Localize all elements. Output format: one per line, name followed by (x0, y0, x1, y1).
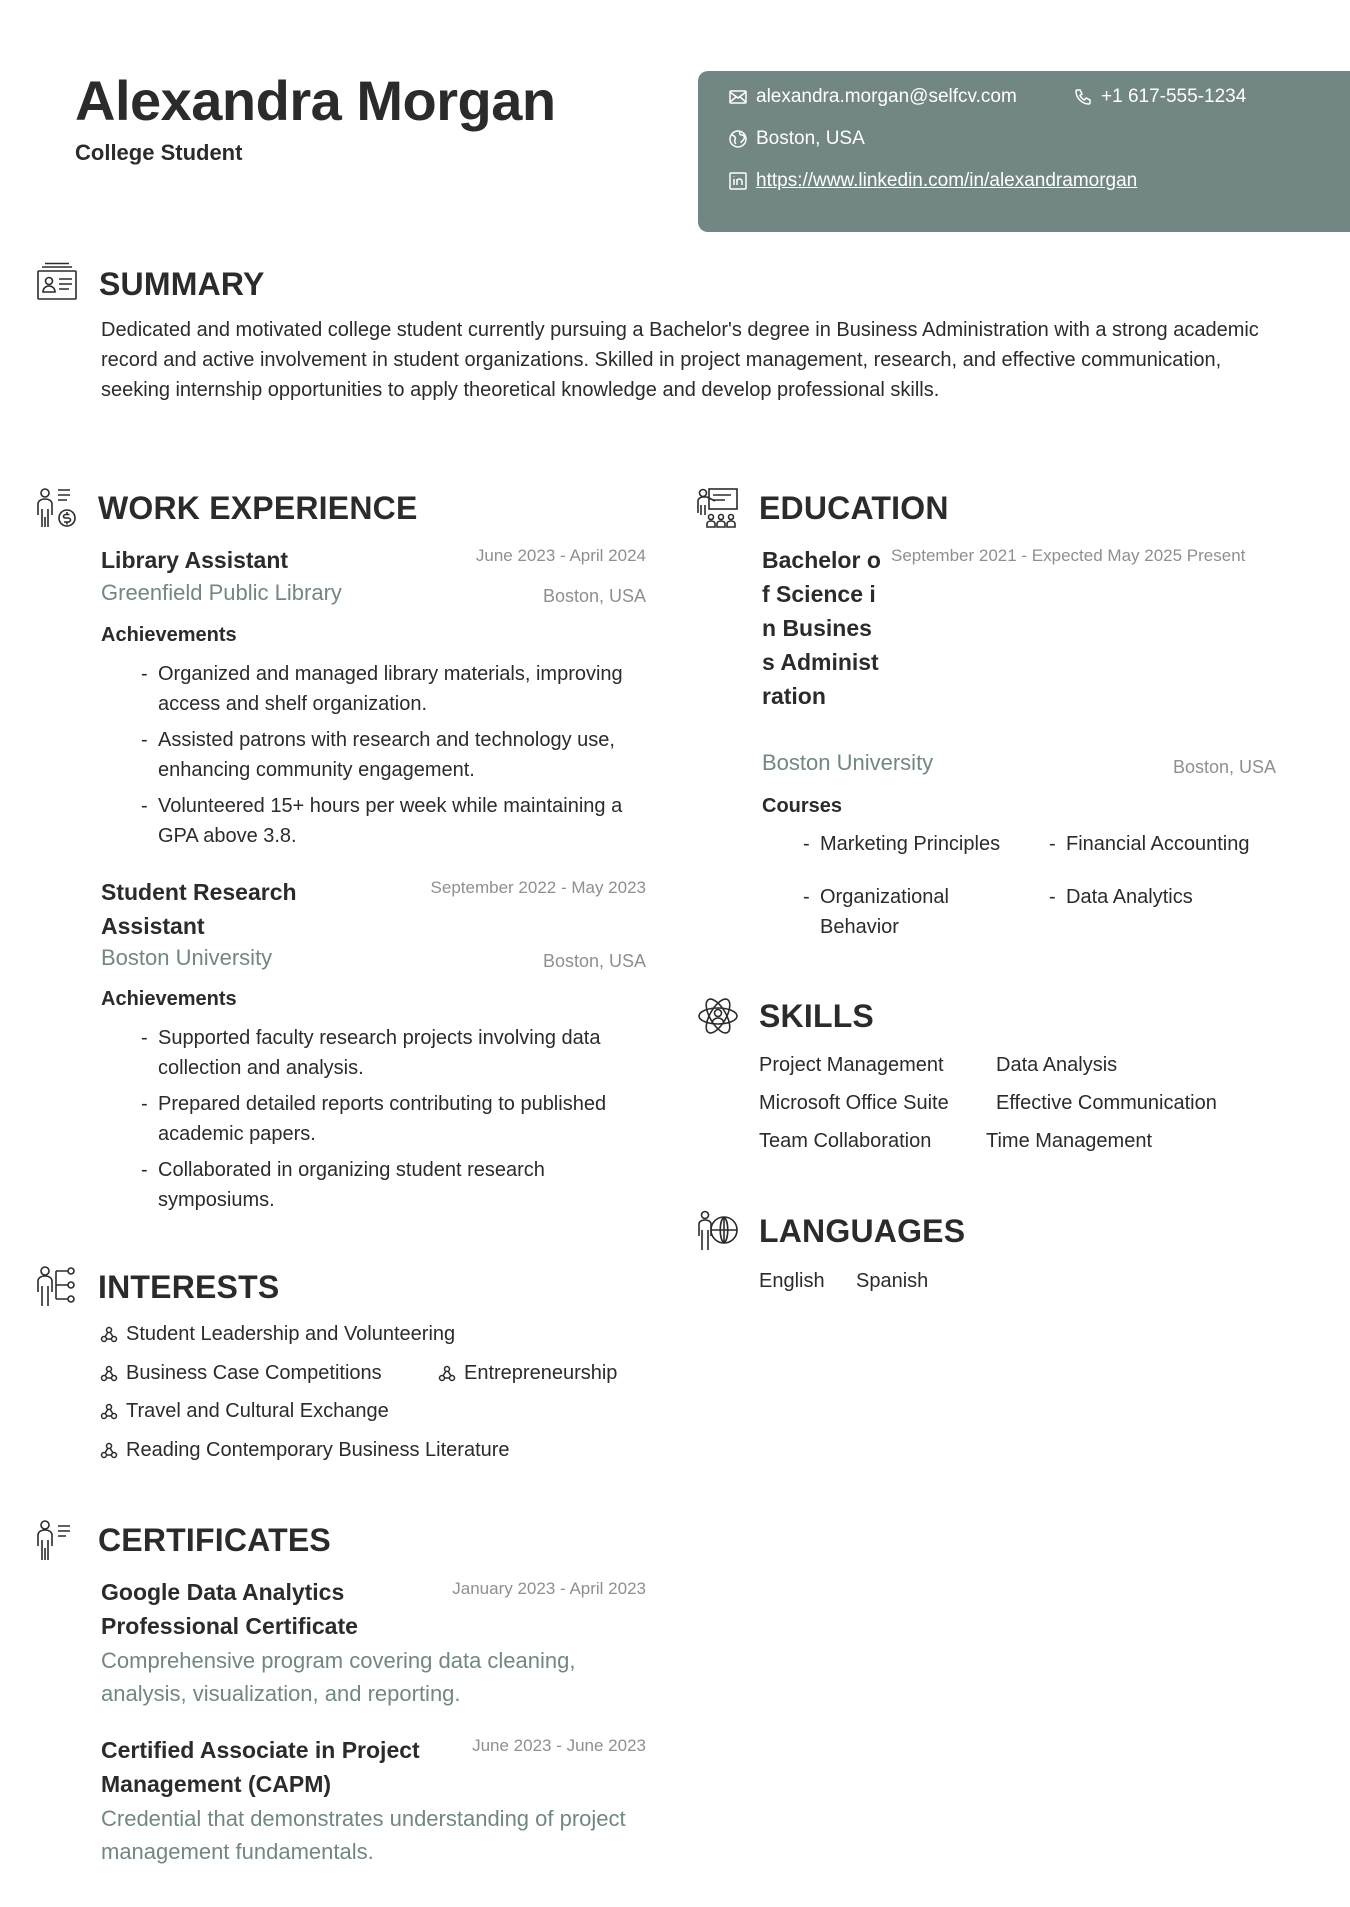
skill-item: Microsoft Office Suite (759, 1092, 949, 1114)
work-heading: WORK EXPERIENCE (98, 490, 418, 526)
languages-heading: LANGUAGES (759, 1213, 966, 1249)
candidate-title: College Student (75, 140, 243, 165)
job-company: Greenfield Public Library (101, 580, 342, 605)
interest-item (100, 1439, 510, 1462)
course-item: - Financial Accounting (1049, 829, 1296, 859)
network-icon (100, 1326, 118, 1344)
skill-item: Effective Communication (996, 1092, 1217, 1114)
school-name: Boston University (762, 750, 934, 775)
linkedin-icon (728, 171, 748, 191)
job-title: Student Research Assistant (101, 879, 297, 939)
course-item: - Data Analytics (1049, 882, 1296, 912)
job-dates: September 2022 - May 2023 (430, 878, 646, 897)
achievements-list (141, 659, 641, 857)
summary-text: Dedicated and motivated college student currently pursuing a Bachelor's degree in Business Administration with a strong academic record and active involvement in student organizations. Skilled in project management, research, and effective communication, seeking internship opportunities to apply theoretical knowledge and develop professional skills. (101, 319, 1259, 401)
interest-label: Student Leadership and Volunteering (126, 1323, 456, 1345)
summary-heading: SUMMARY (99, 266, 265, 302)
certificate-dates: June 2023 - June 2023 (472, 1736, 646, 1755)
education-dates: September 2021 - Expected May 2025 Present (891, 546, 1246, 565)
certificate-dates: January 2023 - April 2023 (452, 1579, 646, 1598)
certificate-description: Credential that demonstrates understanding of project management fundamentals. (101, 1806, 626, 1864)
job-company: Boston University (101, 945, 273, 970)
language-item: Spanish (856, 1270, 929, 1292)
contact-email[interactable] (728, 79, 1017, 115)
school-location: Boston, USA (1172, 757, 1276, 777)
skills-heading: SKILLS (759, 998, 874, 1034)
linkedin-link[interactable]: https://www.linkedin.com/in/alexandramorgan (756, 170, 1138, 191)
degree-title: Bachelor of Science in Business Administration (762, 547, 881, 709)
person-interests-icon (36, 1266, 78, 1308)
job-title: Library Assistant (101, 547, 289, 573)
worker-money-icon (36, 487, 78, 529)
achievement-item: - Prepared detailed reports contributing to published academic papers. (141, 1089, 641, 1149)
job-location: Boston, USA (542, 586, 646, 606)
certificates-heading: CERTIFICATES (98, 1522, 331, 1558)
contact-linkedin[interactable] (728, 163, 1137, 199)
id-card-icon (36, 262, 78, 304)
courses-label: Courses (762, 795, 843, 817)
network-icon (438, 1365, 456, 1383)
interest-item (100, 1323, 455, 1346)
phone-icon (1073, 87, 1093, 107)
job-dates: June 2023 - April 2024 (475, 546, 646, 565)
contact-panel (698, 71, 1350, 232)
envelope-icon (728, 87, 748, 107)
certificate-title: Google Data Analytics Professional Certificate (101, 1579, 358, 1639)
contact-location (728, 121, 865, 157)
achievements-label: Achievements (101, 624, 237, 646)
network-icon (100, 1442, 118, 1460)
achievements-label: Achievements (101, 988, 237, 1010)
interest-label: Entrepreneurship (464, 1362, 618, 1384)
globe-icon (728, 129, 748, 149)
certificate-description: Comprehensive program covering data cleaning, analysis, visualization, and reporting. (101, 1648, 576, 1706)
course-item: - Organizational Behavior (803, 882, 995, 942)
achievements-list (141, 1023, 641, 1221)
skill-item: Data Analysis (996, 1054, 1118, 1076)
achievement-item: - Supported faculty research projects involving data collection and analysis. (141, 1023, 641, 1083)
achievement-item: - Collaborated in organizing student research symposiums. (141, 1155, 641, 1215)
contact-location-text: Boston, USA (756, 128, 865, 149)
skill-item: Team Collaboration (759, 1130, 932, 1152)
interest-item (100, 1400, 389, 1423)
contact-email-text: alexandra.morgan@selfcv.com (756, 86, 1017, 107)
achievement-item: - Volunteered 15+ hours per week while maintaining a GPA above 3.8. (141, 791, 641, 851)
network-icon (100, 1403, 118, 1421)
achievement-item: - Assisted patrons with research and technology use, enhancing community engagement. (141, 725, 641, 785)
contact-phone[interactable] (1073, 79, 1246, 115)
skill-item: Project Management (759, 1054, 944, 1076)
candidate-name: Alexandra Morgan (75, 69, 556, 132)
classroom-icon (697, 487, 739, 529)
interest-label: Business Case Competitions (126, 1362, 382, 1384)
course-item: - Marketing Principles (803, 829, 1040, 859)
network-icon (100, 1365, 118, 1383)
atom-person-icon (697, 995, 739, 1037)
person-globe-icon (697, 1210, 739, 1252)
job-location: Boston, USA (542, 951, 646, 971)
skill-item: Time Management (986, 1130, 1152, 1152)
achievement-item: - Organized and managed library materials, improving access and shelf organization. (141, 659, 641, 719)
contact-phone-text: +1 617-555-1234 (1101, 86, 1247, 107)
certificate-title: Certified Associate in Project Management (CAPM) (101, 1737, 420, 1797)
person-certificate-icon (36, 1520, 78, 1562)
language-item: English (759, 1270, 825, 1292)
interests-heading: INTERESTS (98, 1269, 280, 1305)
education-heading: EDUCATION (759, 490, 949, 526)
interest-item (100, 1362, 382, 1385)
interest-label: Reading Contemporary Business Literature (126, 1439, 510, 1461)
interest-item (438, 1362, 617, 1385)
interest-label: Travel and Cultural Exchange (126, 1400, 389, 1422)
